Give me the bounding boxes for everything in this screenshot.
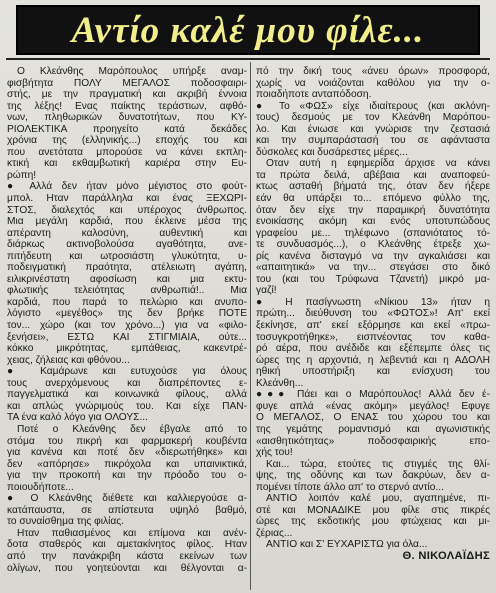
article-line: ενοικίασης ακόμη και ενός υποτυπώδους [256,216,490,228]
signature-row [256,551,490,563]
article-line: ΤΑ ένα καλό λόγο για ΟΛΟΥΣ... [7,412,148,424]
article-line: διάρκως ακτινοβολούσα αγαθότητα, ανε- [7,239,247,251]
article-line: της λέξης! Ενας παίκτης τεράστιων, αφθό- [7,100,247,112]
article-line: ποιουδήποτε... [7,481,74,493]
article-line: ολίγων, που γοητεύονται και θέλγονται α- [7,562,247,574]
article-line: ζέριας... [256,527,293,539]
article-line: τους) δεσμούς με τον Κλεάνθη Μαρόπου- [256,112,490,124]
article-line: δεν «απόρησε» πικρόχολα και υπαινικτικά, [7,458,247,470]
article-line: χρόνια της (ελληνικής...) εποχής του και [7,135,247,147]
article-line: τε συνδυασμός...), ο Κλεάνθης έτρεξε χω- [256,239,490,251]
article-line: Και... τώρα, ετούτες τις στιγμές της θλί- [266,458,490,470]
article-line: λο. Και ένιωσε και γνώρισε την ζεστασιά [256,123,490,135]
article-line: της γεμάτης ρομαντισμό και αγωνιστικής [256,423,490,435]
article-line: Κλεάνθη... [256,377,304,389]
article-line: δοτα σταθερός και αμετακίνητος φίλος. Ηταν [7,539,247,551]
article-line: ● Καμάρωνε και ευτυχούσε για όλους [7,366,247,378]
article-line: που ανετότατα μπορούσε να κάνει εκπλη- [7,146,247,158]
article-line: χωρίς να νοιάζονται καθόλου για την ο- [256,77,490,89]
article-line: απέραντη καλοσύνη, αυθεντική και [7,227,247,239]
article-line: φυγε απλά «ένας ακόμη» μεγάλος! Εφυγε [256,400,490,412]
article-line: ψης, της οδύνης και των δακρύων, δεν α- [256,470,490,482]
article-line: ΑΝΤΙΟ λοιπόν καλέ μου, αγαπημένε, πι- [266,493,490,505]
article-line: ώρες της εκδοτικής μου φτώχειας και μι- [256,516,490,528]
article-line: λόγιστο «μεγέθος» της δεν βρήκε ΠΟΤΕ [7,308,247,320]
article-line: πό την δική τους «άνευ όρων» προσφορά, [256,66,490,77]
article-line: φλωτικής τελειότητας ανθρωπιά!.. Μια [7,285,247,297]
article-line: ●●● Πάει και ο Μαρόπουλος! Αλλά δεν έ- [256,389,490,401]
article-line: φισβήτητα ΠΟΛΥ ΜΕΓΑΛΟΣ ποδοσφαιρι- [7,77,247,89]
article-line: όταν δεν είχε την παραμικρή δυνατότητα [256,204,490,216]
bullet-icon: ●●● [256,389,298,401]
headline-rule [6,58,490,60]
article-line: Ο Κλεάνθης Μαρόπουλος υπήρξε αναμ- [17,66,247,77]
bullet-icon: ● [7,181,30,193]
article-line: «αισθητικότητας» ποδοσφαιρικής επο- [256,435,490,447]
headline: Αντίο καλέ μου φίλε... [71,9,425,51]
article-line: χειας, ζήλειας και φθόνου... [7,354,130,366]
article-line: κατάπαυστα, σε απίστευτα υψηλό βαθμό, [7,504,247,516]
article-line: ΣΤΟΣ, διαλεχτός και υπέροχος άνθρωπος. [7,204,247,216]
article-line: χής του! [256,447,293,459]
article-line: Ηταν παθιασμένος και επίμονα και ανέν- [17,527,247,539]
article-line: Ο ΜΕΓΑΛΟΣ, Ο ΕΝΑΣ του χώρου του και [256,412,490,424]
article-line: ΑΝΤΙΟ και Σ' ΕΥΧΑΡΙΣΤΩ για όλα... [266,539,428,551]
article-line: και την συμπαράστασή του σε αφάνταστα [256,135,490,147]
bullet-icon: ● [7,366,41,378]
article-line: ● Η πασίγνωστη «Νίκιου 13» ήταν η [256,296,490,308]
article-line: πρώτη... διεύθυνση του «ΦΩΤΟΣ»! Απ' εκεί [256,308,490,320]
article-line: παγγελματικά και κοινωνικά φίλους, αλλά [7,389,247,401]
article-line: ρώπη! [7,169,37,181]
article-line: τοσυγκροτήθηκε», εισπνέοντας τον καθα- [256,331,490,343]
article-line: ειλικρινέστατη αφοσίωση και μια εκτυ- [7,273,247,285]
article-line: στέ και ΜΟΝΑΔΙΚΕ μου φίλε στις πικρές [256,504,490,516]
headline-banner [16,5,480,55]
article-line: το συναίσθημα της φιλίας. [7,516,124,528]
bullet-icon: ● [256,100,279,112]
article-line: ● Το «ΦΩΣ» είχε ιδιαίτερους (και ακλόνη- [256,100,490,112]
article-line: κτική και εκθαμβωτική καριέρα στην Ευ- [7,158,247,170]
article-line: ● Αλλά δεν ήταν μόνο μέγιστος στο φούτ- [7,181,247,193]
bullet-icon: ● [7,493,31,505]
article-line: Μια μεγάλη καρδιά, που έκλεινε μέσα της [7,216,247,228]
article-line: τα πρώτα δειλά, αβέβαια και αναποφεύ- [256,169,490,181]
article-line: ● Ο Κλεάνθης διέθετε και καλλιεργούσε α- [7,493,247,505]
article-line: πομένει τίποτε άλλο απ' το στερνό αντίο... [256,481,444,493]
article-line: του (και του Τρύφωνα Τζανετή) μικρό μα- [256,273,490,285]
article-line: κτως ασταθή βήματά της, όταν δεν ήξερε [256,181,490,193]
article-line: τον... χώρο (και τον χρόνο...) για να «φιλο- [7,320,247,332]
article-line: πιτήδευτη και ωτροσιάστη γλυκύτητα, υ- [7,250,247,262]
article-line: ρίς κανένα δισταγμό να την αγκαλιάσει και [256,250,490,262]
article-line: καρδιά, που παρά το πελώριο και ανυπο- [7,296,247,308]
right-column [256,66,490,563]
article-line: ποδειγματική πραότητα, ατέλειωτη αγάπη, [7,262,247,274]
article-line: γαζί! [256,285,277,297]
article-line: ΡΙΟΛΕΚΤΙΚΑ προηγείτο κατά δεκάδες [7,123,247,135]
article-line: κόκκο μικρότητας, εμπάθειας, κακεντρέ- [7,343,247,355]
article-line: για την προκοπή και την πρόοδο του ο- [7,470,247,482]
article-line: δύσκολες και δυσάρεστες μέρες... [256,146,408,158]
author-signature: Θ. ΝΙΚΟΛΑΪΔΗΣ [402,549,490,562]
article-line: τους ανερχόμενους και διαπρέποντες ε- [7,377,247,389]
bullet-icon: ● [256,296,286,308]
article-line: στόμα του πικρή και φαρμακερή κουβέντα [7,435,247,447]
article-line: από την πανάκριβη κάστα εκείνων των [7,550,247,562]
article-line: για κανένα και ποτέ δεν «διερωτήθηκε» και [7,447,247,459]
article-line: Οταν αυτή η εφημερίδα άρχισε να κάνει [266,158,490,170]
article-line: ηθική υποστήριξη και ενίσχυση του [256,366,490,378]
article-line: εάν θα υπάρξει το... επόμενο φύλλο της, [256,193,490,205]
article-line: νων, πληθωρικών δυνατοτήτων, που ΚΥ- [7,112,247,124]
column-divider [250,62,251,590]
article-line: μπολ. Ηταν παράλληλα και ένας ΞΕΧΩΡΙ- [7,193,247,205]
article-line: στής, με την πραγματική και ακριβή έννοια [7,89,247,101]
article-line: ρό αέρα, που ανέδιδε και εξέπεμπε όλες τις [256,343,490,355]
left-column [7,66,247,574]
article-line: και απλώς γνώριμούς του. Και είχε ΠΑΝ- [7,400,247,412]
article-line: ώρες της η αρχοντιά, η λεβεντιά και η ΑΔΟΛΗ [256,354,490,366]
article-line: ξεκίνησε, απ' εκεί εξόρμησε και εκεί «πρω- [256,320,490,332]
article-line: γραφείου με... τηλέφωνο (σπανιότατος τό- [256,227,490,239]
article-line: ποιαδήποτε ανταπόδοση. [256,89,372,101]
article-line: «απαιτητικά» να την... στεγάσει στο δικό [256,262,490,274]
article-line: Ποτέ ο Κλεάνθης δεν έβγαλε από το [17,423,247,435]
article-line: ξενήσει», ΕΣΤΩ ΚΑΙ ΣΤΙΓΜΙΑΙΑ, ούτε... [7,331,247,343]
